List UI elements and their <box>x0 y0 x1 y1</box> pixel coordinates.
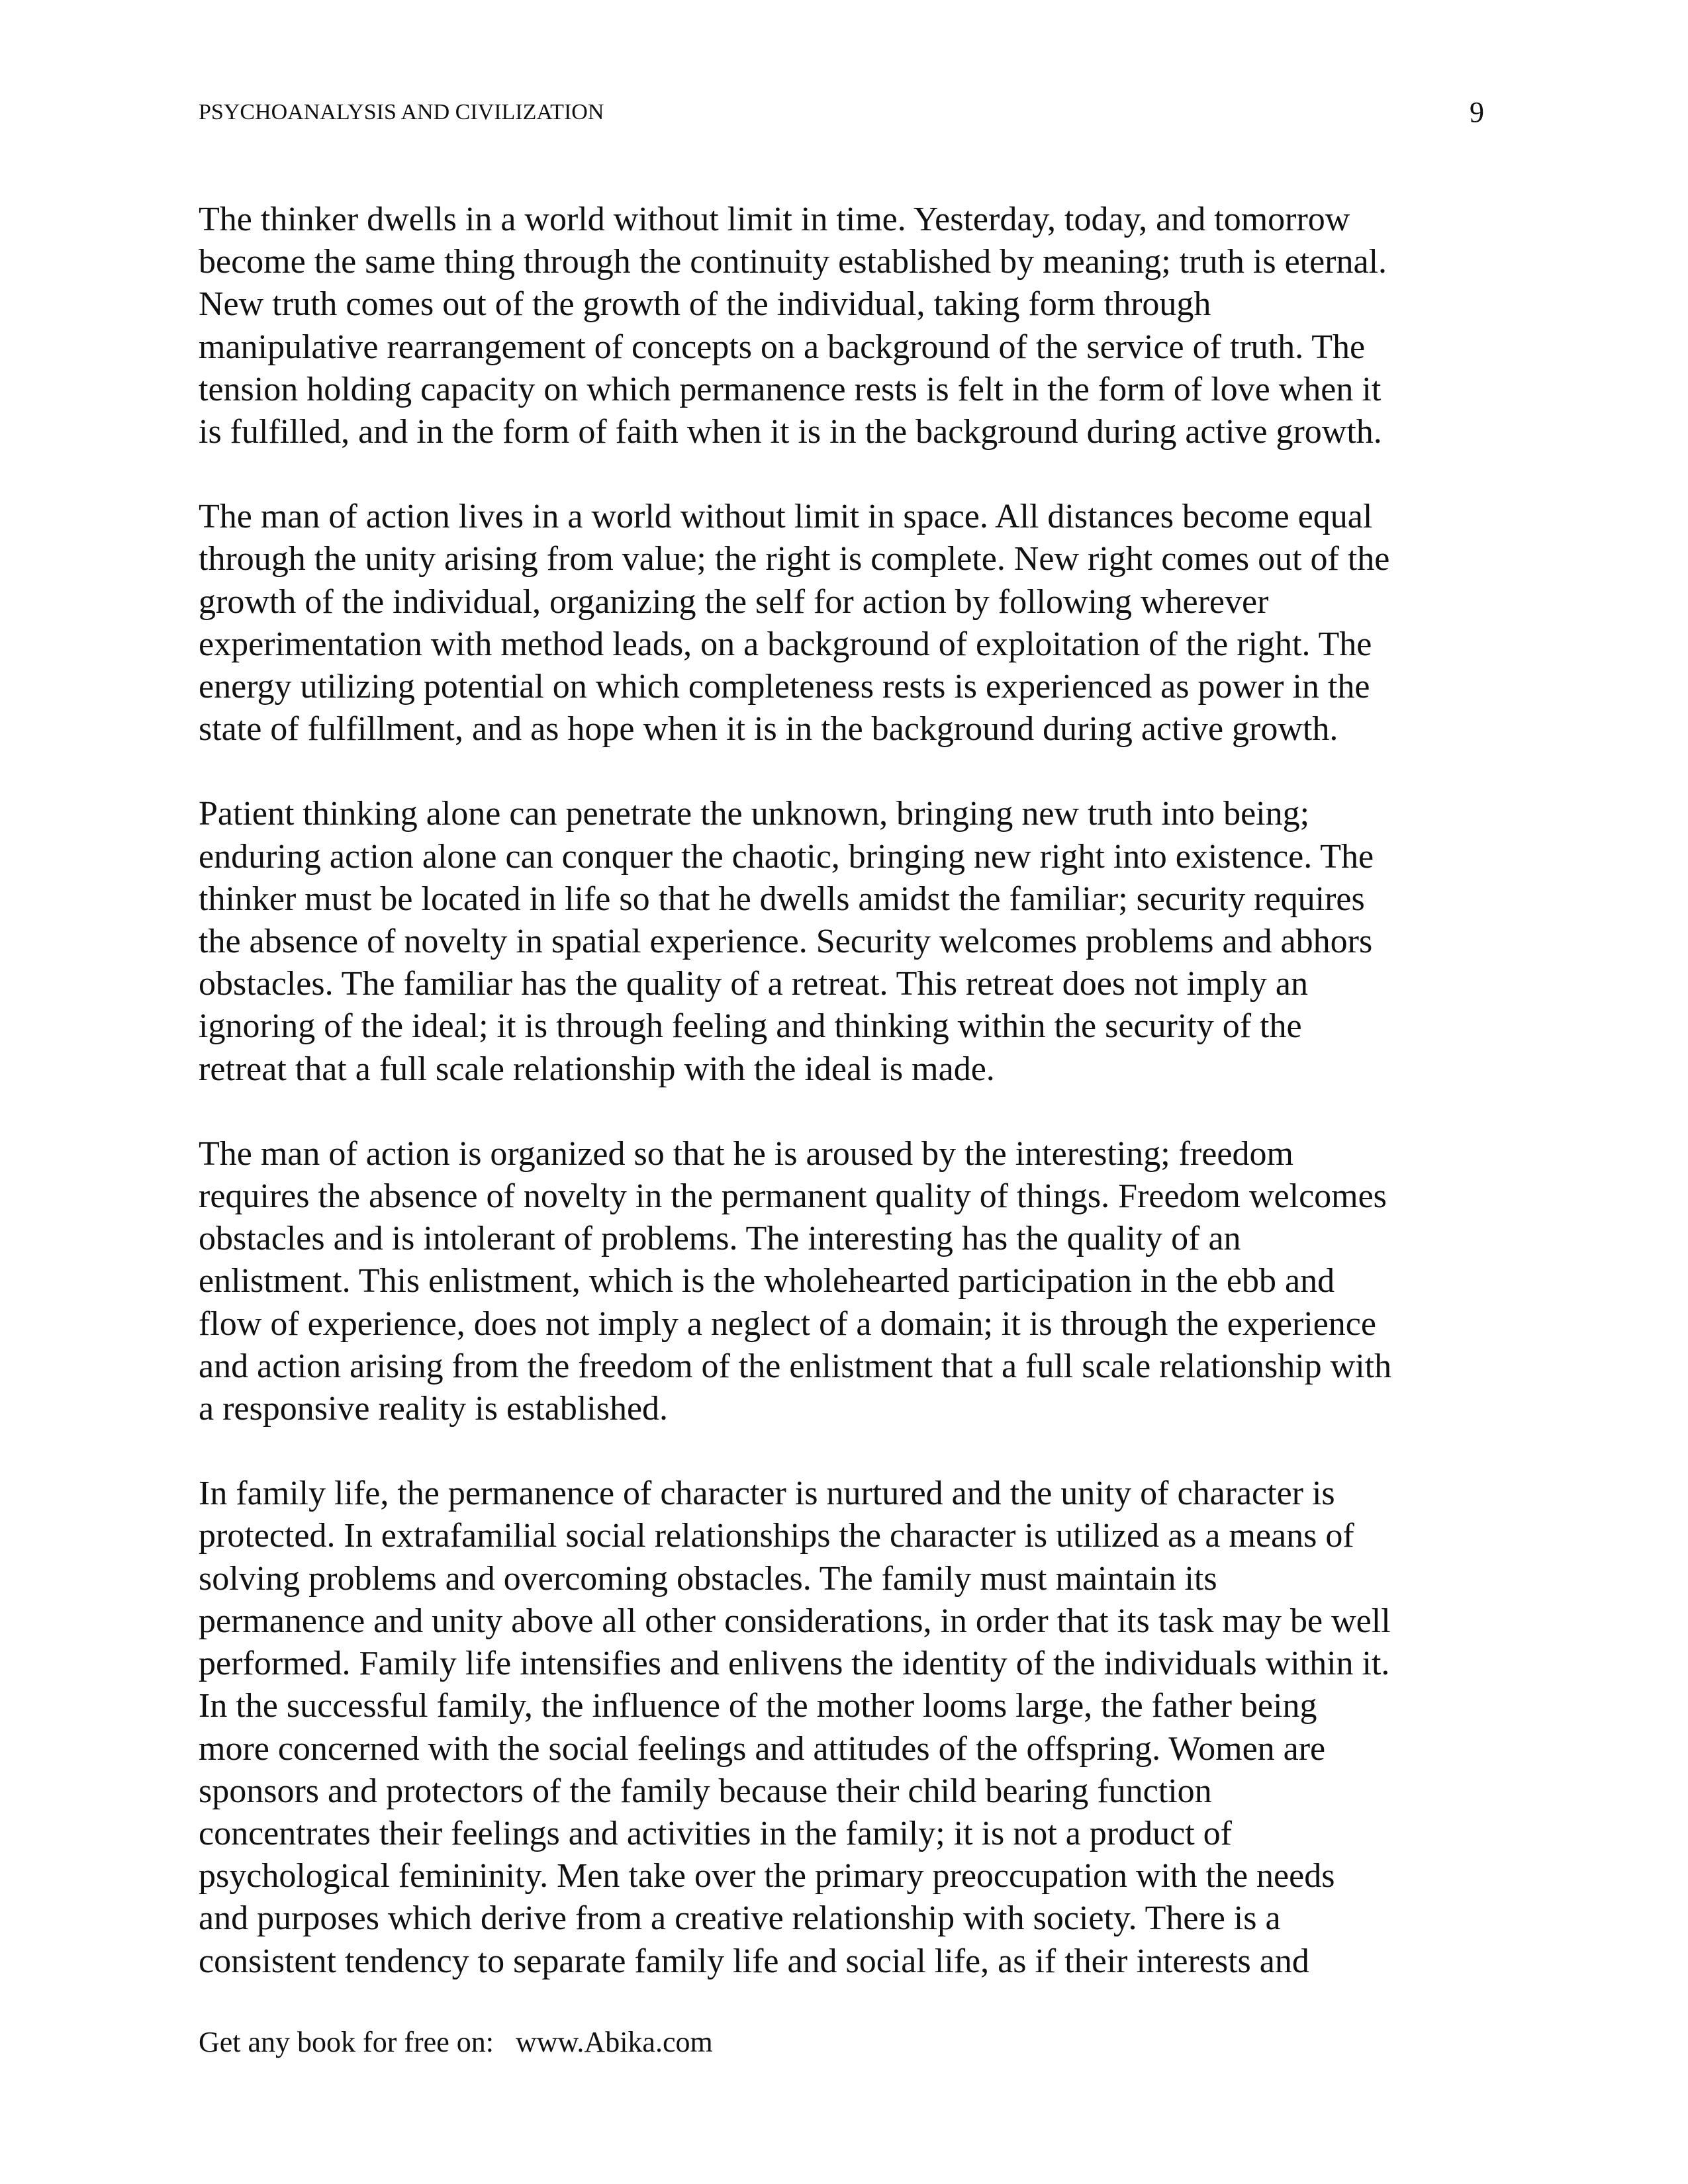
paragraph-1 <box>199 199 1489 453</box>
text-line: solving problems and overcoming obstacles. The family must maintain its <box>199 1559 1217 1598</box>
text-line: In the successful family, the influence of the mother looms large, the father being <box>199 1687 1317 1725</box>
text-line: The man of action lives in a world without limit in space. All distances become equal <box>199 498 1373 536</box>
text-line: tension holding capacity on which permanence rests is felt in the form of love when it <box>199 370 1382 408</box>
text-line: In family life, the permanence of character is nurtured and the unity of character is <box>199 1475 1335 1513</box>
text-line: concentrates their feelings and activities in the family; it is not a product of <box>199 1814 1232 1852</box>
text-line: The thinker dwells in a world without limit in time. Yesterday, today, and tomorrow <box>199 201 1350 238</box>
paragraph-3 <box>199 793 1489 1090</box>
text-line: through the unity arising from value; the right is complete. New right comes out of the <box>199 540 1390 578</box>
text-line: a responsive reality is established. <box>199 1390 669 1428</box>
text-line: flow of experience, does not imply a neglect of a domain; it is through the experience <box>199 1304 1376 1343</box>
text-line: The man of action is organized so that he is aroused by the interesting; freedom <box>199 1134 1293 1173</box>
text-line: obstacles and is intolerant of problems. The interesting has the quality of an <box>199 1220 1241 1258</box>
text-line: permanence and unity above all other considerations, in order that its task may be well <box>199 1602 1391 1640</box>
paragraph-4 <box>199 1133 1489 1430</box>
text-line: more concerned with the social feelings and attitudes of the offspring. Women are <box>199 1729 1326 1768</box>
text-line: retreat that a full scale relationship with the ideal is made. <box>199 1050 995 1088</box>
text-line: consistent tendency to separate family life and social life, as if their interests and <box>199 1942 1309 1980</box>
paragraph-5 <box>199 1473 1489 1982</box>
text-line: sponsors and protectors of the family because their child bearing function <box>199 1772 1212 1810</box>
text-line: experimentation with method leads, on a background of exploitation of the right. The <box>199 625 1372 663</box>
text-line: requires the absence of novelty in the permanent quality of things. Freedom welcomes <box>199 1177 1387 1216</box>
text-line: growth of the individual, organizing the self for action by following wherever <box>199 582 1269 621</box>
body-text <box>199 199 1489 2025</box>
text-line: become the same thing through the continuity established by meaning; truth is eternal. <box>199 243 1387 281</box>
text-line: energy utilizing potential on which completeness rests is experienced as power in the <box>199 668 1370 706</box>
text-line: is fulfilled, and in the form of faith when it is in the background during active growth. <box>199 413 1382 451</box>
text-line: protected. In extrafamilial social relationships the character is utilized as a means of <box>199 1517 1354 1555</box>
text-line: obstacles. The familiar has the quality of a retreat. This retreat does not imply an <box>199 965 1308 1003</box>
text-line: enduring action alone can conquer the chaotic, bringing new right into existence. The <box>199 837 1374 876</box>
text-line: psychological femininity. Men take over the primary preoccupation with the needs <box>199 1857 1335 1895</box>
text-line: Patient thinking alone can penetrate the unknown, bringing new truth into being; <box>199 795 1310 833</box>
text-line: the absence of novelty in spatial experience. Security welcomes problems and abhors <box>199 923 1373 961</box>
text-line: thinker must be located in life so that he dwells amidst the familiar; security requires <box>199 880 1365 918</box>
text-line: manipulative rearrangement of concepts on a background of the service of truth. The <box>199 328 1366 366</box>
text-line: ignoring of the ideal; it is through feeling and thinking within the security of the <box>199 1007 1302 1046</box>
text-line: performed. Family life intensifies and enlivens the identity of the individuals within it. <box>199 1645 1390 1683</box>
footer-note: Get any book for free on: www.Abika.com <box>199 2026 713 2058</box>
text-line: and purposes which derive from a creative relationship with society. There is a <box>199 1899 1281 1938</box>
page-number: 9 <box>1470 96 1484 128</box>
text-line: enlistment. This enlistment, which is the wholehearted participation in the ebb and <box>199 1262 1335 1300</box>
paragraph-2 <box>199 496 1489 751</box>
text-line: and action arising from the freedom of the enlistment that a full scale relationship with <box>199 1347 1392 1385</box>
text-line: New truth comes out of the growth of the individual, taking form through <box>199 285 1211 324</box>
running-header-title: PSYCHOANALYSIS AND CIVILIZATION <box>199 100 604 124</box>
text-line: state of fulfillment, and as hope when it is in the background during active growth. <box>199 710 1338 749</box>
